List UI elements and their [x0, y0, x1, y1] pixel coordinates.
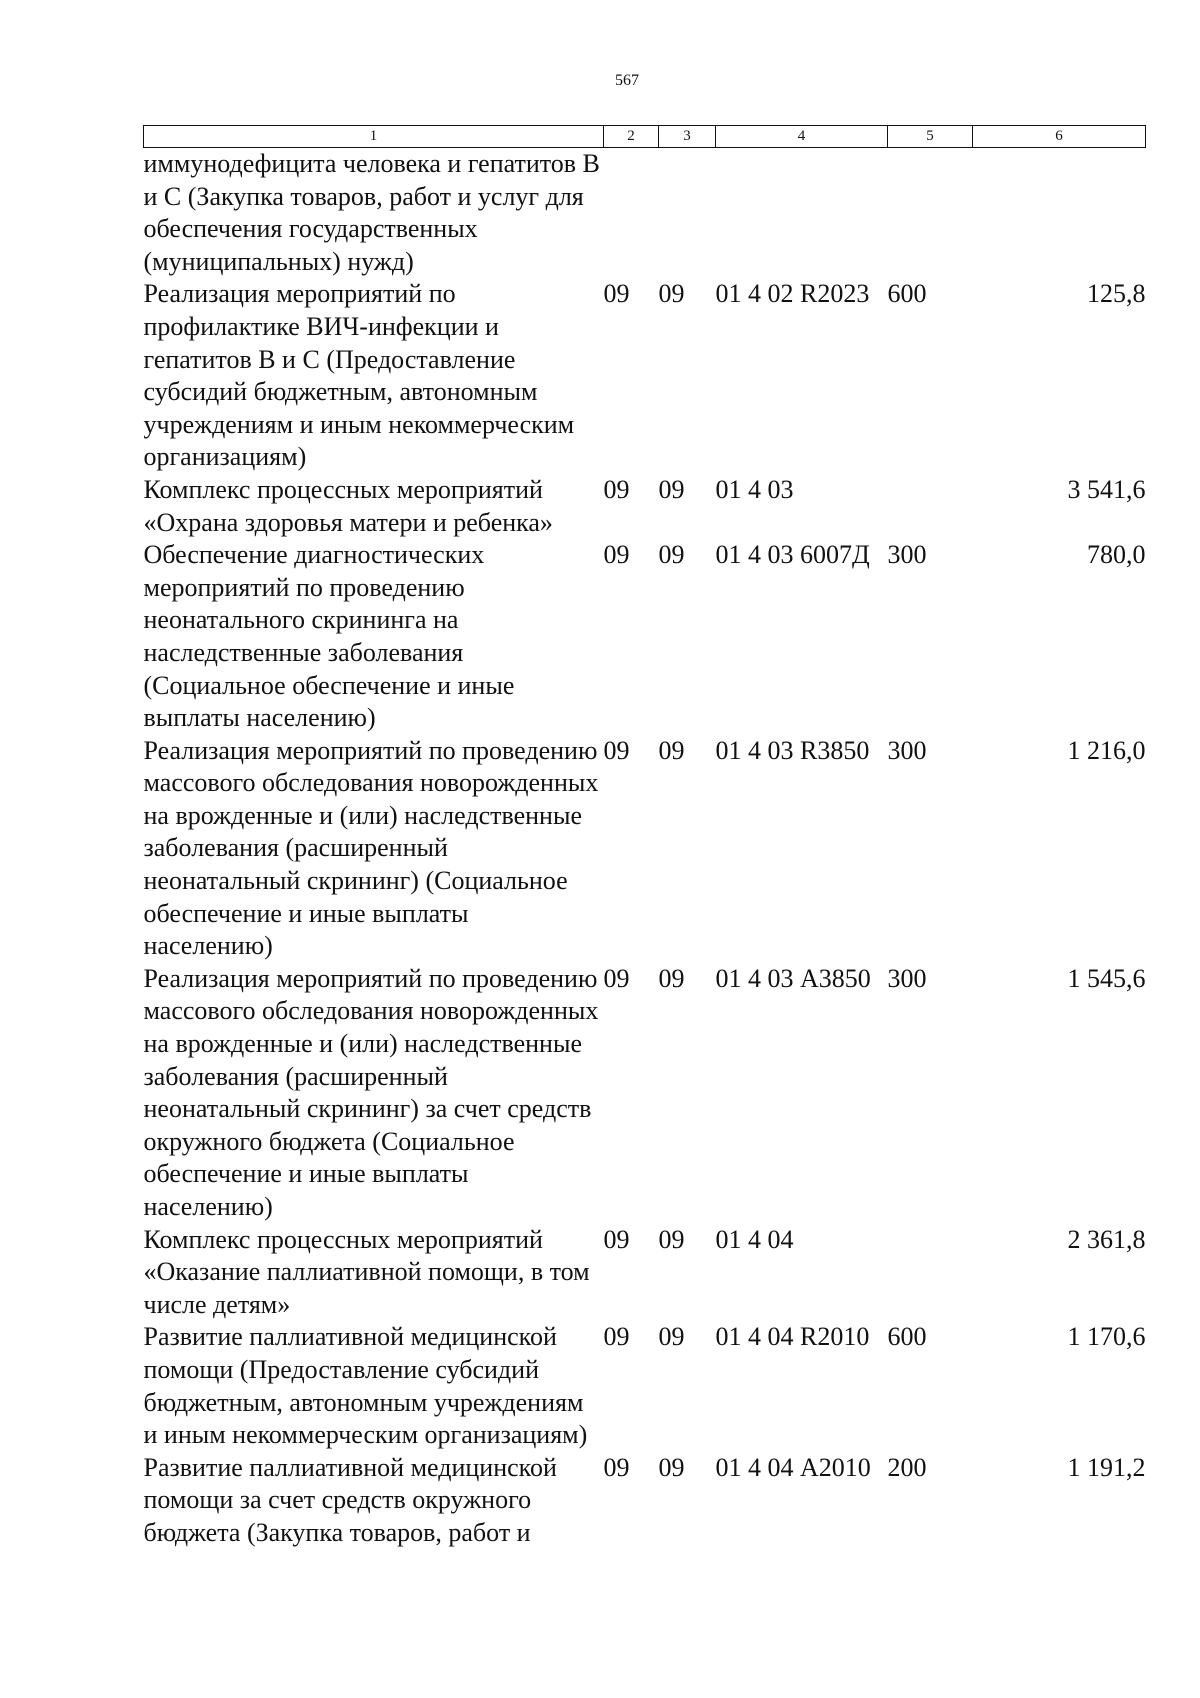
row-subsection-code: 09	[658, 540, 685, 570]
row-description: Развитие паллиативной медицинской помощи за счет средств окружного бюджета (Закупка товаров, работ и	[143, 1452, 557, 1547]
row-section-code: 09	[603, 1224, 630, 1254]
table-row	[144, 735, 1146, 963]
row-target-code: 01 4 02 R2023	[715, 279, 870, 309]
row-description: Развитие паллиативной медицинской помощи (Предоставление субсидий бюджетным, автономным учреждениям и иным некоммерческим организациям)	[143, 1322, 588, 1450]
table-row	[144, 1321, 1146, 1451]
table-row	[144, 474, 1146, 539]
row-amount	[973, 148, 1146, 279]
row-target-code: 01 4 03 А3850	[715, 963, 871, 993]
row-description: иммунодефицита человека и гепатитов В и С (Закупка товаров, работ и услуг для обеспечения государственных (муниципальных) нужд)	[143, 149, 600, 276]
row-subsection-code: 09	[658, 1322, 685, 1352]
page-number: 567	[615, 72, 639, 89]
row-section-code: 09	[603, 1452, 630, 1482]
row-subsection-code	[659, 148, 716, 279]
row-target-code	[716, 148, 888, 279]
row-expense-type-code: 600	[887, 1322, 927, 1352]
row-expense-type-code: 300	[887, 735, 927, 765]
row-amount: 125,8	[1087, 279, 1146, 309]
row-subsection-code: 09	[658, 474, 685, 504]
table-header	[144, 126, 1146, 148]
row-amount: 1 170,6	[1067, 1322, 1146, 1352]
row-expense-type-code: 300	[887, 540, 927, 570]
row-description: Реализация мероприятий по проведению массового обследования новорожденных на врожденные и (или) наследственные заболевания (расширенный неонатальный скрининг) за счет средств окружного бюджета (Социальное обеспечение и иные выплаты населению)	[143, 963, 599, 1221]
header-col-5: 5	[888, 126, 973, 148]
row-target-code: 01 4 04 R2010	[715, 1322, 870, 1352]
header-col-4: 4	[716, 126, 888, 148]
table-row	[144, 963, 1146, 1224]
header-row	[144, 126, 1146, 148]
row-description: Комплекс процессных мероприятий «Охрана здоровья матери и ребенка»	[143, 474, 553, 537]
header-col-3: 3	[659, 126, 716, 148]
row-target-code: 01 4 04	[715, 1224, 794, 1254]
row-target-code: 01 4 03	[715, 474, 794, 504]
row-section-code: 09	[603, 735, 630, 765]
header-col-2: 2	[604, 126, 659, 148]
table-row	[144, 539, 1146, 735]
row-subsection-code: 09	[658, 735, 685, 765]
row-section-code: 09	[603, 1322, 630, 1352]
table-row	[144, 1224, 1146, 1322]
row-expense-type-code: 200	[887, 1452, 927, 1482]
row-target-code: 01 4 03 R3850	[715, 735, 870, 765]
budget-table	[143, 125, 1146, 1550]
table-body	[144, 148, 1146, 1550]
row-section-code: 09	[603, 279, 630, 309]
row-target-code: 01 4 04 А2010	[715, 1452, 871, 1482]
row-description: Обеспечение диагностических мероприятий по проведению неонатального скрининга на наследственные заболевания (Социальное обеспечение и иные выплаты населению)	[143, 540, 515, 733]
row-amount: 2 361,8	[1067, 1224, 1146, 1254]
table-row	[144, 1452, 1146, 1550]
row-section-code: 09	[603, 963, 630, 993]
row-section-code: 09	[603, 474, 630, 504]
row-expense-type-code	[888, 148, 973, 279]
header-col-6: 6	[973, 126, 1146, 148]
row-target-code: 01 4 03 6007Д	[715, 540, 870, 570]
row-subsection-code: 09	[658, 279, 685, 309]
row-description: Реализация мероприятий по проведению массового обследования новорожденных на врожденные и (или) наследственные заболевания (расширенный неонатальный скрининг) (Социальное обеспечение и иные выплаты населению)	[143, 735, 599, 961]
row-amount: 1 216,0	[1067, 735, 1146, 765]
row-amount: 780,0	[1087, 540, 1146, 570]
row-subsection-code: 09	[658, 963, 685, 993]
row-description: Комплекс процессных мероприятий «Оказание паллиативной помощи, в том числе детям»	[143, 1224, 590, 1319]
row-amount: 3 541,6	[1067, 474, 1146, 504]
table-row	[144, 148, 1146, 279]
row-section-code	[604, 148, 659, 279]
row-expense-type-code: 600	[887, 279, 927, 309]
row-section-code: 09	[603, 540, 630, 570]
row-expense-type-code	[888, 474, 973, 539]
row-amount: 1 545,6	[1067, 963, 1146, 993]
row-expense-type-code: 300	[887, 963, 927, 993]
table-row	[144, 278, 1146, 474]
row-expense-type-code	[888, 1224, 973, 1322]
row-subsection-code: 09	[658, 1452, 685, 1482]
row-description: Реализация мероприятий по профилактике ВИЧ-инфекции и гепатитов В и С (Предоставление субсидий бюджетным, автономным учреждениям и иным некоммерческим организациям)	[143, 279, 575, 472]
row-amount: 1 191,2	[1067, 1452, 1146, 1482]
row-subsection-code: 09	[658, 1224, 685, 1254]
header-col-1: 1	[144, 126, 604, 148]
